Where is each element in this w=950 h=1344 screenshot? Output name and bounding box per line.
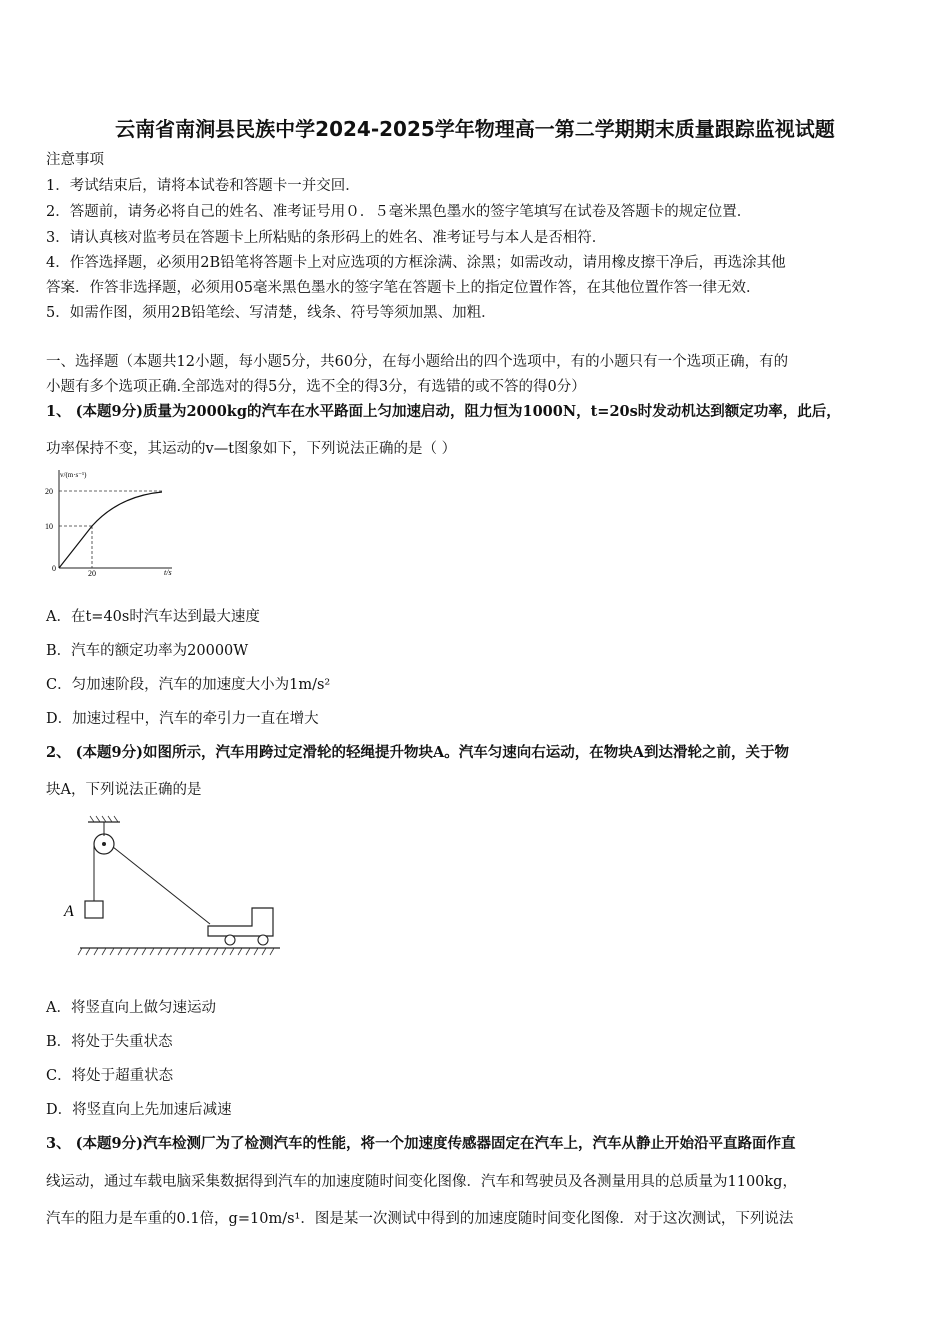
- q2-option-b: B．将处于失重状态: [46, 1034, 173, 1050]
- graph-tick-10: 10: [45, 522, 53, 531]
- rope-slant: [113, 847, 210, 924]
- q2-option-c: C．将处于超重状态: [46, 1068, 174, 1084]
- graph-tick-20: 20: [45, 487, 53, 496]
- notice-item-1: 1．考试结束后，请将本试卷和答题卡一并交回．: [46, 178, 360, 194]
- q2-stem-line1: 2、 (本题9分)如图所示，汽车用跨过定滑轮的轻绳提升物块A。汽车匀速向右运动，在物块A到达滑轮之前，关于物: [46, 744, 789, 761]
- notice-item-4-cont: 答案．作答非选择题，必须用05毫米黑色墨水的签字笔在答题卡上的指定位置作答，在其他位置作答一律无效．: [46, 280, 761, 296]
- exam-title: 云南省南涧县民族中学2024-2025学年物理高一第二学期期末质量跟踪监视试题: [115, 117, 835, 141]
- q1-stem-line2: 功率保持不变，其运动的v—t图象如下，下列说法正确的是（ ）: [46, 441, 457, 457]
- ceiling-hatch: [90, 816, 118, 822]
- ground-hatch: [78, 948, 274, 955]
- vt-curve: [59, 492, 162, 568]
- notice-item-2: 2．答题前，请务必将自己的姓名、准考证号用０．５毫米黑色墨水的签字笔填写在试卷及答题卡的规定位置．: [46, 204, 752, 220]
- q1-option-d: D．加速过程中，汽车的牵引力一直在增大: [46, 711, 319, 727]
- graph-origin: 0: [52, 564, 56, 573]
- q2-option-d: D．将竖直向上先加速后减速: [46, 1102, 232, 1118]
- q1-option-a: A．在t=40s时汽车达到最大速度: [46, 609, 260, 625]
- q2-stem-line2: 块A，下列说法正确的是: [46, 782, 202, 798]
- q3-stem-line2: 线运动，通过车载电脑采集数据得到汽车的加速度随时间变化图像．汽车和驾驶员及各测量用具的总质量为1100kg，: [46, 1174, 797, 1190]
- q3-stem-line3: 汽车的阻力是车重的0.1倍，g=10m/s¹．图是某一次测试中得到的加速度随时间变化图像．对于这次测试，下列说法: [46, 1211, 794, 1227]
- section-heading-line1: 一、选择题（本题共12小题，每小题5分，共60分，在每小题给出的四个选项中，有的小题只有一个选项正确，有的: [46, 354, 789, 370]
- notice-item-4: 4．作答选择题，必须用2B铅笔将答题卡上对应选项的方框涂满、涂黑；如需改动，请用橡皮擦干净后，再选涂其他: [46, 255, 786, 271]
- section-heading-line2: 小题有多个选项正确.全部选对的得5分，选不全的得3分，有选错的或不答的得0分）: [46, 379, 586, 395]
- truck-front-wheel: [258, 935, 268, 945]
- truck-body: [208, 908, 273, 936]
- graph-x-label: t/s: [164, 568, 172, 577]
- notice-item-3: 3．请认真核对监考员在答题卡上所粘贴的条形码上的姓名、准考证号与本人是否相符．: [46, 230, 607, 246]
- notice-heading: 注意事项: [46, 152, 104, 168]
- block-a: [85, 901, 103, 918]
- q3-stem-line1: 3、 (本题9分)汽车检测厂为了检测汽车的性能，将一个加速度传感器固定在汽车上，汽车从静止开始沿平直路面作直: [46, 1135, 796, 1152]
- truck-rear-wheel: [225, 935, 235, 945]
- q1-stem-line1: 1、 (本题9分)质量为2000kg的汽车在水平路面上匀加速启动，阻力恒为1000N，t=20s时发动机达到额定功率，此后，: [46, 403, 841, 420]
- block-a-label: A: [64, 903, 74, 920]
- q1-option-c: C．匀加速阶段，汽车的加速度大小为1m/s²: [46, 677, 331, 693]
- vt-graph: [44, 466, 184, 578]
- q2-option-a: A．将竖直向上做匀速运动: [46, 1000, 216, 1016]
- graph-y-label: v/(m·s⁻¹): [60, 471, 87, 479]
- q1-option-b: B．汽车的额定功率为20000W: [46, 643, 249, 659]
- pulley-axle: [102, 842, 106, 846]
- pulley-diagram: [60, 814, 285, 964]
- notice-item-5: 5．如需作图，须用2B铅笔绘、写清楚，线条、符号等须加黑、加粗．: [46, 305, 496, 321]
- graph-tick-x20: 20: [88, 569, 96, 578]
